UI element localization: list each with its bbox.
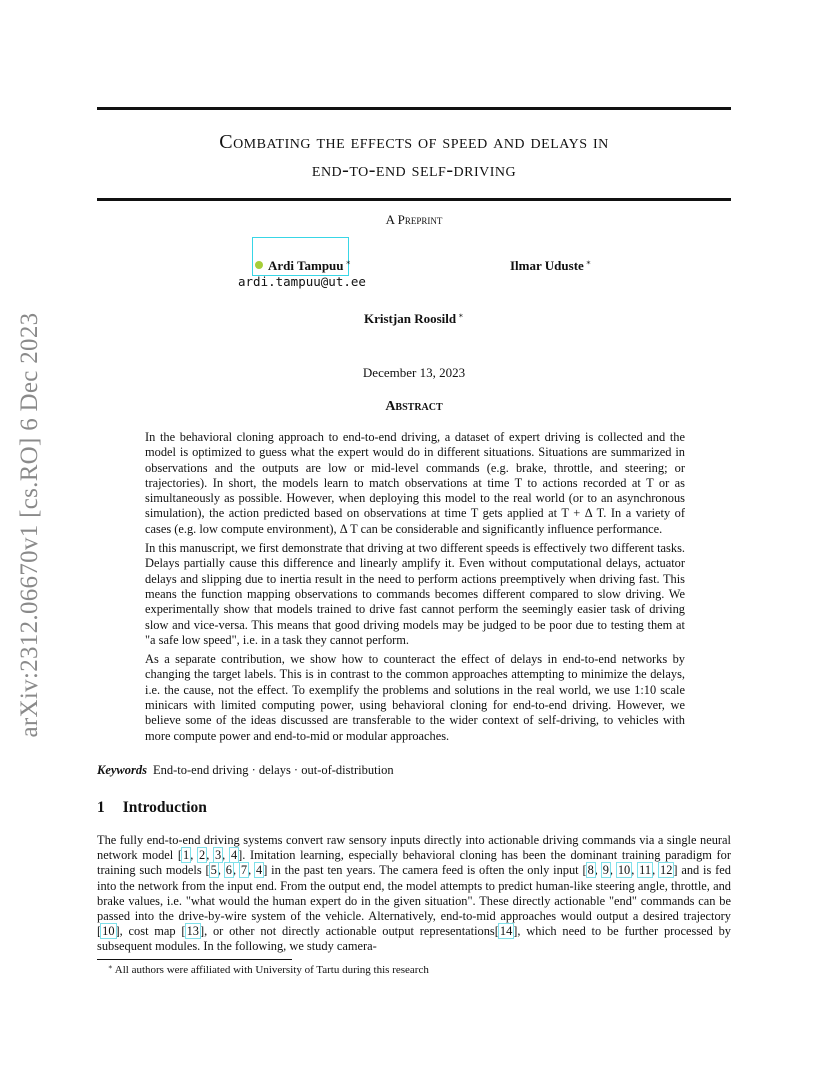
title-bottom-rule [97, 198, 731, 201]
paper-title [97, 128, 731, 184]
footnote-text: All authors were affiliated with University of Tartu during this research [114, 964, 429, 976]
author-1[interactable] [255, 258, 351, 274]
section-number: 1 [97, 799, 105, 816]
citation-link[interactable]: 13 [186, 924, 199, 939]
citation-link[interactable]: 1 [183, 848, 190, 863]
intro-text: The fully end-to-end driving systems convert raw sensory inputs directly into actionable driving commands via a single neural network model [ [97, 833, 731, 863]
citation-link[interactable]: 4 [230, 848, 238, 863]
citation-link[interactable]: 6 [225, 863, 232, 878]
citation-link[interactable]: 10 [617, 863, 631, 878]
footnote-mark: ∗ [108, 963, 113, 971]
citation-link[interactable]: 12 [660, 863, 673, 878]
intro-text: ], which need to be further processed by subsequent modules. In the following, we study camera- [97, 924, 732, 954]
citation-link[interactable]: 2 [199, 848, 206, 863]
author-3 [364, 311, 464, 327]
keywords-label: Keywords [97, 763, 147, 777]
arxiv-id: arXiv:2312.06670v1 [cs.RO] 6 Dec 2023 [16, 312, 43, 738]
author-2-name: Ilmar Uduste [510, 258, 584, 273]
citation-link[interactable]: 4 [256, 863, 263, 878]
intro-text: ]. Imitation learning, especially behavioral cloning has been the dominant training paradigm for training such models [ [97, 848, 732, 878]
abstract-paragraph: As a separate contribution, we show how to counteract the effect of delays in end-to-end networks by changing the target labels. This is in contrast to the common approaches attempting to minimize the delays, i.e. the cause, not the effect. To exemplify the problems and solutions in the real world, we use 1:10 scale minicars with limited computing power, using behavioral cloning for end-to-end driving. However, we believe some of the ideas discussed are transferable to the wider context of self-driving, to vehicles with more compute power and end-to-mid or modular approaches. [145, 652, 685, 743]
author-1-mark: ∗ [345, 258, 351, 267]
footnote-rule [97, 959, 292, 960]
intro-text: ] in the past ten years. The camera feed is often the only input [ [263, 863, 587, 878]
citation-link[interactable]: 5 [210, 863, 217, 878]
title-line-2: end-to-end self-driving [311, 159, 517, 181]
intro-text: ], or other not directly actionable output representations[ [199, 924, 499, 939]
author-3-mark: ∗ [458, 311, 464, 320]
footnote [108, 963, 429, 976]
intro-paragraph: The fully end-to-end driving systems convert raw sensory inputs directly into actionable driving commands via a single neural network model [1, 2, 3, 4]. Imitation learning, especially behavioral cloning has been the dominant training paradigm for training such models [5, 6, 7, 4] in the past ten years. The camera feed is often the only input [8, 9, 10, 11, 12] and is fed into the network from the input end. From the output end, the model attempts to predict human-like steering angle, throttle, and brake values, i.e. "what would the human expert do in the given situation". These directly actionable "end" commands can be passed into the drive-by-wire system of the vehicle. Alternatively, end-to-mid approaches would output a desired trajectory [10], cost map [13], or other not directly actionable output representations[14], which need to be further processed by subsequent modules. In the following, we study camera- [97, 833, 732, 954]
orcid-icon[interactable] [255, 261, 263, 269]
author-1-name[interactable]: Ardi Tampuu [268, 258, 344, 273]
section-title: Introduction [122, 799, 207, 816]
citation-link[interactable]: 7 [240, 863, 248, 878]
section-heading [97, 799, 207, 817]
intro-text: ], cost map [ [115, 924, 186, 939]
abstract [145, 430, 685, 748]
abstract-paragraph: In the behavioral cloning approach to end-to-end driving, a dataset of expert driving is collected and the model is optimized to guess what the expert would do in different situations. Situations are summarized in observations and the outputs are low or mid-level commands (e.g. brake, throttle, and steering; or trajectories). In short, the models learn to match observations at time T to actions recorded at T or as simultaneously as possible. However, when deploying this model to the real world (or to an asynchronous simulation), the action predicted based on observations at time T gets applied at T + Δ T. In a variety of cases (e.g. low compute environment), Δ T can be considerable and significantly influence performance. [145, 430, 685, 536]
citation-link[interactable]: 8 [587, 863, 594, 878]
arxiv-stamp [10, 290, 50, 760]
citation-link[interactable]: 10 [102, 924, 115, 939]
title-top-rule [97, 107, 731, 110]
paper-date: December 13, 2023 [362, 365, 466, 380]
title-line-1: Combating the effects of speed and delays in [219, 131, 609, 153]
citation-link[interactable]: 11 [639, 863, 652, 878]
intro-text: ] and is fed into the network from the input end. From the output end, the model attempts to predict human-like steering angle, throttle, and brake values, i.e. "what would the human expert do in the given situation". These directly actionable "end" commands can be passed into the drive-by-wire system of the vehicle. Alternatively, end-to-mid approaches would output a desired trajectory [ [97, 863, 731, 939]
author-2 [510, 258, 591, 274]
author-1-email[interactable]: ardi.tampuu@ut.ee [238, 274, 366, 289]
keywords [97, 763, 394, 778]
citation-link[interactable]: 14 [499, 924, 513, 939]
abstract-paragraph: In this manuscript, we first demonstrate that driving at two different speeds is effectively two different tasks. Delays partially cause this difference and linearly amplify it. Even without computational delays, actuator delays and slipping due to inertia result in the need to perform actions preemptively when driving fast. This means the function mapping observations to commands becomes different compared to slow driving. We experimentally show that models trained to drive fast cannot perform the seemingly easier task of driving slow and vice-versa. This means that good driving models may be judged to be poor due to testing them at "a safe low speed", i.e. in a task they cannot perform. [145, 541, 685, 647]
keywords-list: End-to-end driving · delays · out-of-distribution [153, 763, 394, 777]
preprint-label: A Preprint [385, 212, 443, 227]
author-2-mark: ∗ [585, 258, 592, 267]
citation-link[interactable]: 9 [602, 863, 609, 878]
citation-link[interactable]: 3 [214, 848, 222, 863]
author-3-name: Kristjan Roosild [364, 311, 457, 326]
abstract-heading: Abstract [385, 399, 443, 414]
